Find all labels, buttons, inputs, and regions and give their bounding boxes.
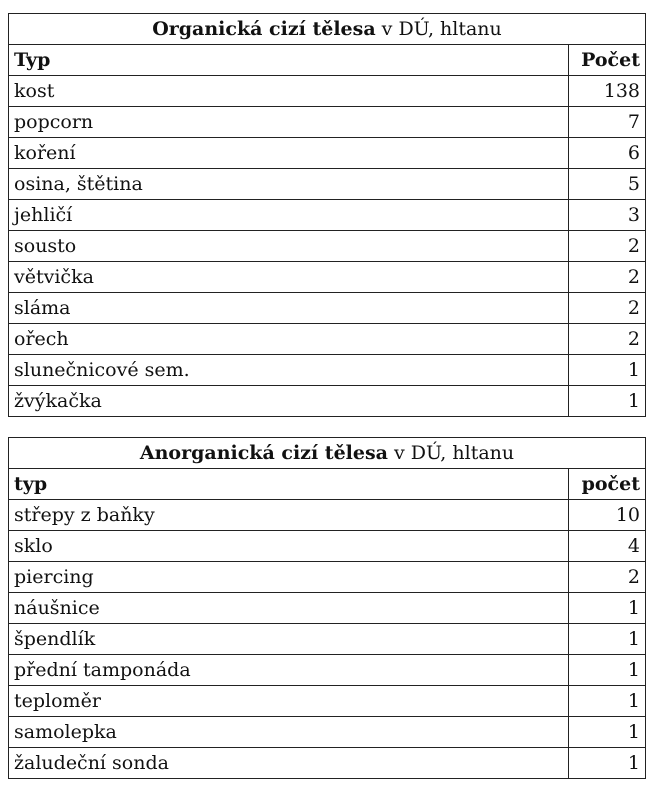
row-count: 1 — [569, 593, 646, 624]
row-count: 1 — [569, 624, 646, 655]
row-type: sláma — [9, 293, 569, 324]
row-type: střepy z baňky — [9, 500, 569, 531]
table-row — [9, 593, 646, 624]
row-count: 1 — [569, 686, 646, 717]
table-row — [9, 500, 646, 531]
table-row — [9, 231, 646, 262]
table-row — [9, 262, 646, 293]
table-row — [9, 200, 646, 231]
table-row — [9, 324, 646, 355]
table-title-rest: v DÚ, hltanu — [387, 442, 515, 464]
row-count: 3 — [569, 200, 646, 231]
row-count: 2 — [569, 293, 646, 324]
row-type: koření — [9, 138, 569, 169]
table-title-bold: Anorganická cizí tělesa — [139, 442, 388, 464]
table-title — [9, 438, 646, 469]
organic-foreign-bodies-table — [8, 13, 646, 417]
anorganic-foreign-bodies-table — [8, 437, 646, 779]
table-row — [9, 531, 646, 562]
row-count: 10 — [569, 500, 646, 531]
row-count: 138 — [569, 76, 646, 107]
row-type: náušnice — [9, 593, 569, 624]
table-title-bold: Organická cizí tělesa — [152, 18, 376, 40]
row-type: slunečnicové sem. — [9, 355, 569, 386]
row-type: jehličí — [9, 200, 569, 231]
row-count: 4 — [569, 531, 646, 562]
table-row — [9, 355, 646, 386]
row-count: 1 — [569, 655, 646, 686]
row-count: 7 — [569, 107, 646, 138]
column-header-type: typ — [9, 469, 569, 500]
row-count: 2 — [569, 231, 646, 262]
row-type: popcorn — [9, 107, 569, 138]
row-count: 2 — [569, 262, 646, 293]
row-type: sousto — [9, 231, 569, 262]
table-title — [9, 14, 646, 45]
row-count: 1 — [569, 717, 646, 748]
row-type: kost — [9, 76, 569, 107]
row-type: žaludeční sonda — [9, 748, 569, 779]
row-type: větvička — [9, 262, 569, 293]
row-count: 2 — [569, 562, 646, 593]
column-header-type: Typ — [9, 45, 569, 76]
row-type: špendlík — [9, 624, 569, 655]
column-header-count: počet — [569, 469, 646, 500]
table-row — [9, 107, 646, 138]
table-header-row — [9, 469, 646, 500]
row-type: piercing — [9, 562, 569, 593]
table-row — [9, 293, 646, 324]
table-title-row — [9, 438, 646, 469]
table-row — [9, 562, 646, 593]
row-count: 1 — [569, 386, 646, 417]
table-header-row — [9, 45, 646, 76]
row-type: osina, štětina — [9, 169, 569, 200]
row-type: žvýkačka — [9, 386, 569, 417]
row-count: 1 — [569, 355, 646, 386]
table-row — [9, 76, 646, 107]
table-row — [9, 138, 646, 169]
table-row — [9, 686, 646, 717]
table-row — [9, 748, 646, 779]
table-row — [9, 169, 646, 200]
column-header-count: Počet — [569, 45, 646, 76]
row-count: 1 — [569, 748, 646, 779]
row-type: sklo — [9, 531, 569, 562]
table-row — [9, 655, 646, 686]
row-type: samolepka — [9, 717, 569, 748]
table-row — [9, 386, 646, 417]
table-title-row — [9, 14, 646, 45]
table-title-rest: v DÚ, hltanu — [375, 18, 502, 40]
row-count: 6 — [569, 138, 646, 169]
row-type: přední tamponáda — [9, 655, 569, 686]
row-count: 2 — [569, 324, 646, 355]
table-row — [9, 624, 646, 655]
row-count: 5 — [569, 169, 646, 200]
row-type: teploměr — [9, 686, 569, 717]
row-type: ořech — [9, 324, 569, 355]
table-row — [9, 717, 646, 748]
